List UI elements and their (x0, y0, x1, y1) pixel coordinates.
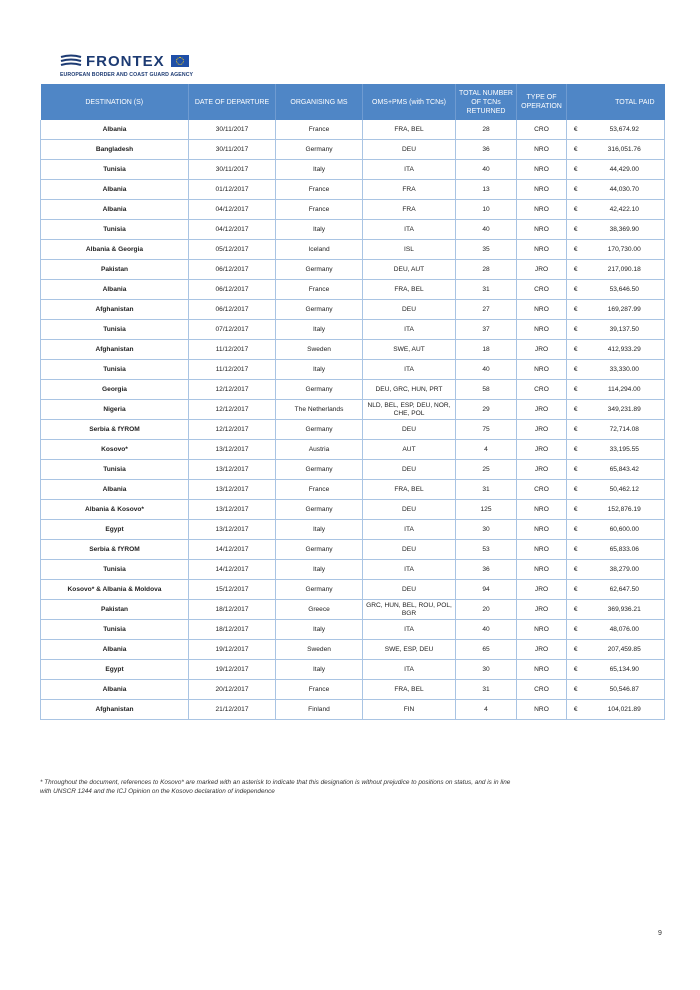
table-row (41, 620, 665, 640)
cell-oms: FRA (363, 200, 456, 220)
cell-organising-ms: Austria (276, 440, 363, 460)
table-row (41, 660, 665, 680)
cell-total-tcns: 36 (456, 560, 517, 580)
cell-amount: 169,287.99 (585, 300, 665, 320)
header-oms-pms: OMS+PMS (with TCNs) (363, 84, 456, 120)
cell-destination: Albania & Kosovo* (41, 500, 189, 520)
eu-flag-icon (171, 55, 189, 67)
cell-amount: 44,429.00 (585, 160, 665, 180)
cell-oms: ITA (363, 320, 456, 340)
cell-date: 12/12/2017 (189, 420, 276, 440)
cell-total-tcns: 40 (456, 160, 517, 180)
cell-oms: SWE, AUT (363, 340, 456, 360)
cell-oms: FIN (363, 700, 456, 720)
cell-currency: € (567, 580, 585, 600)
cell-date: 04/12/2017 (189, 200, 276, 220)
table-row (41, 200, 665, 220)
cell-organising-ms: Italy (276, 520, 363, 540)
cell-oms: DEU (363, 140, 456, 160)
cell-oms: ITA (363, 660, 456, 680)
cell-destination: Serbia & fYROM (41, 540, 189, 560)
cell-date: 06/12/2017 (189, 260, 276, 280)
table-row (41, 600, 665, 620)
cell-total-tcns: 27 (456, 300, 517, 320)
cell-currency: € (567, 500, 585, 520)
cell-currency: € (567, 680, 585, 700)
table-row (41, 400, 665, 420)
cell-total-tcns: 40 (456, 360, 517, 380)
cell-destination: Pakistan (41, 600, 189, 620)
table-row (41, 120, 665, 140)
cell-amount: 33,195.55 (585, 440, 665, 460)
cell-oms: FRA, BEL (363, 680, 456, 700)
cell-total-tcns: 30 (456, 520, 517, 540)
cell-amount: 38,279.00 (585, 560, 665, 580)
table-row (41, 700, 665, 720)
cell-oms: NLD, BEL, ESP, DEU, NOR, CHE, POL (363, 400, 456, 420)
cell-destination: Kosovo* & Albania & Moldova (41, 580, 189, 600)
cell-type: JRO (517, 400, 567, 420)
cell-type: NRO (517, 540, 567, 560)
logo-subtitle: EUROPEAN BORDER AND COAST GUARD AGENCY (60, 72, 194, 78)
cell-date: 12/12/2017 (189, 400, 276, 420)
cell-amount: 53,674.92 (585, 120, 665, 140)
table-row (41, 460, 665, 480)
cell-total-tcns: 37 (456, 320, 517, 340)
cell-destination: Albania (41, 120, 189, 140)
cell-type: JRO (517, 460, 567, 480)
cell-destination: Albania (41, 200, 189, 220)
cell-organising-ms: Italy (276, 160, 363, 180)
cell-organising-ms: Germany (276, 140, 363, 160)
cell-currency: € (567, 160, 585, 180)
cell-currency: € (567, 220, 585, 240)
cell-type: NRO (517, 240, 567, 260)
cell-date: 13/12/2017 (189, 520, 276, 540)
cell-destination: Egypt (41, 660, 189, 680)
cell-currency: € (567, 440, 585, 460)
cell-date: 15/12/2017 (189, 580, 276, 600)
cell-amount: 44,030.70 (585, 180, 665, 200)
cell-destination: Albania & Georgia (41, 240, 189, 260)
header-date-of-departure: DATE OF DEPARTURE (189, 84, 276, 120)
cell-oms: ISL (363, 240, 456, 260)
table-row (41, 260, 665, 280)
cell-total-tcns: 25 (456, 460, 517, 480)
cell-oms: DEU, AUT (363, 260, 456, 280)
cell-date: 13/12/2017 (189, 440, 276, 460)
cell-amount: 369,936.21 (585, 600, 665, 620)
cell-oms: AUT (363, 440, 456, 460)
cell-currency: € (567, 620, 585, 640)
cell-destination: Georgia (41, 380, 189, 400)
cell-type: CRO (517, 480, 567, 500)
cell-oms: DEU (363, 580, 456, 600)
cell-total-tcns: 94 (456, 580, 517, 600)
cell-organising-ms: Italy (276, 360, 363, 380)
cell-total-tcns: 31 (456, 280, 517, 300)
cell-currency: € (567, 520, 585, 540)
cell-date: 21/12/2017 (189, 700, 276, 720)
cell-total-tcns: 28 (456, 260, 517, 280)
header-total-paid: TOTAL PAID (567, 84, 665, 120)
cell-type: JRO (517, 580, 567, 600)
cell-total-tcns: 31 (456, 480, 517, 500)
cell-date: 19/12/2017 (189, 640, 276, 660)
cell-amount: 39,137.50 (585, 320, 665, 340)
cell-oms: FRA, BEL (363, 280, 456, 300)
table-row (41, 380, 665, 400)
cell-oms: ITA (363, 620, 456, 640)
cell-type: NRO (517, 620, 567, 640)
cell-type: NRO (517, 220, 567, 240)
cell-type: NRO (517, 660, 567, 680)
cell-type: NRO (517, 700, 567, 720)
cell-organising-ms: Italy (276, 660, 363, 680)
cell-organising-ms: Italy (276, 220, 363, 240)
cell-amount: 207,459.85 (585, 640, 665, 660)
cell-date: 14/12/2017 (189, 540, 276, 560)
cell-destination: Tunisia (41, 320, 189, 340)
cell-currency: € (567, 420, 585, 440)
cell-destination: Afghanistan (41, 300, 189, 320)
cell-currency: € (567, 140, 585, 160)
cell-type: NRO (517, 140, 567, 160)
table-row (41, 440, 665, 460)
cell-type: JRO (517, 440, 567, 460)
cell-amount: 33,330.00 (585, 360, 665, 380)
cell-organising-ms: France (276, 200, 363, 220)
cell-destination: Albania (41, 640, 189, 660)
cell-destination: Serbia & fYROM (41, 420, 189, 440)
cell-organising-ms: Iceland (276, 240, 363, 260)
cell-oms: FRA (363, 180, 456, 200)
cell-amount: 60,600.00 (585, 520, 665, 540)
return-operations-table (40, 84, 665, 720)
cell-total-tcns: 75 (456, 420, 517, 440)
cell-total-tcns: 31 (456, 680, 517, 700)
cell-destination: Tunisia (41, 460, 189, 480)
cell-organising-ms: France (276, 280, 363, 300)
cell-oms: GRC, HUN, BEL, ROU, POL, BGR (363, 600, 456, 620)
cell-currency: € (567, 640, 585, 660)
cell-type: NRO (517, 160, 567, 180)
table-row (41, 540, 665, 560)
cell-total-tcns: 18 (456, 340, 517, 360)
cell-date: 01/12/2017 (189, 180, 276, 200)
cell-total-tcns: 65 (456, 640, 517, 660)
cell-type: JRO (517, 600, 567, 620)
cell-currency: € (567, 540, 585, 560)
cell-currency: € (567, 260, 585, 280)
cell-type: CRO (517, 680, 567, 700)
cell-destination: Bangladesh (41, 140, 189, 160)
cell-total-tcns: 10 (456, 200, 517, 220)
cell-total-tcns: 20 (456, 600, 517, 620)
cell-destination: Albania (41, 680, 189, 700)
cell-currency: € (567, 320, 585, 340)
table-row (41, 300, 665, 320)
cell-amount: 104,021.89 (585, 700, 665, 720)
cell-currency: € (567, 560, 585, 580)
cell-type: NRO (517, 180, 567, 200)
cell-oms: DEU (363, 500, 456, 520)
cell-type: CRO (517, 120, 567, 140)
table-row (41, 480, 665, 500)
table-row (41, 580, 665, 600)
cell-amount: 170,730.00 (585, 240, 665, 260)
cell-organising-ms: Italy (276, 320, 363, 340)
cell-currency: € (567, 240, 585, 260)
cell-type: JRO (517, 340, 567, 360)
table-row (41, 680, 665, 700)
cell-total-tcns: 4 (456, 700, 517, 720)
cell-destination: Afghanistan (41, 340, 189, 360)
cell-date: 06/12/2017 (189, 300, 276, 320)
cell-organising-ms: Germany (276, 300, 363, 320)
cell-date: 11/12/2017 (189, 340, 276, 360)
header-total-tcns: TOTAL NUMBER OF TCNs RETURNED (456, 84, 517, 120)
cell-date: 13/12/2017 (189, 480, 276, 500)
cell-organising-ms: Sweden (276, 640, 363, 660)
cell-amount: 217,090.18 (585, 260, 665, 280)
cell-type: NRO (517, 320, 567, 340)
cell-amount: 50,546.87 (585, 680, 665, 700)
cell-organising-ms: Italy (276, 560, 363, 580)
cell-oms: FRA, BEL (363, 120, 456, 140)
cell-amount: 114,294.00 (585, 380, 665, 400)
cell-organising-ms: Germany (276, 420, 363, 440)
cell-date: 18/12/2017 (189, 600, 276, 620)
cell-type: NRO (517, 520, 567, 540)
cell-type: JRO (517, 640, 567, 660)
cell-oms: ITA (363, 520, 456, 540)
cell-currency: € (567, 480, 585, 500)
cell-amount: 316,051.76 (585, 140, 665, 160)
cell-organising-ms: Sweden (276, 340, 363, 360)
frontex-logo (60, 52, 193, 78)
cell-amount: 50,462.12 (585, 480, 665, 500)
cell-currency: € (567, 380, 585, 400)
cell-amount: 65,134.90 (585, 660, 665, 680)
cell-date: 13/12/2017 (189, 460, 276, 480)
cell-destination: Nigeria (41, 400, 189, 420)
cell-destination: Tunisia (41, 360, 189, 380)
cell-amount: 42,422.10 (585, 200, 665, 220)
cell-total-tcns: 29 (456, 400, 517, 420)
cell-type: NRO (517, 200, 567, 220)
cell-destination: Albania (41, 280, 189, 300)
table-row (41, 360, 665, 380)
table-row (41, 420, 665, 440)
cell-amount: 38,369.90 (585, 220, 665, 240)
cell-oms: SWE, ESP, DEU (363, 640, 456, 660)
cell-currency: € (567, 360, 585, 380)
cell-currency: € (567, 340, 585, 360)
cell-total-tcns: 13 (456, 180, 517, 200)
cell-organising-ms: The Netherlands (276, 400, 363, 420)
cell-organising-ms: Germany (276, 580, 363, 600)
cell-destination: Tunisia (41, 220, 189, 240)
table-body (41, 120, 665, 720)
cell-currency: € (567, 300, 585, 320)
cell-currency: € (567, 700, 585, 720)
cell-amount: 48,076.00 (585, 620, 665, 640)
table-row (41, 340, 665, 360)
cell-type: JRO (517, 420, 567, 440)
cell-currency: € (567, 400, 585, 420)
cell-destination: Pakistan (41, 260, 189, 280)
cell-currency: € (567, 180, 585, 200)
cell-date: 04/12/2017 (189, 220, 276, 240)
cell-currency: € (567, 200, 585, 220)
cell-total-tcns: 40 (456, 220, 517, 240)
table-row (41, 520, 665, 540)
cell-organising-ms: Greece (276, 600, 363, 620)
cell-date: 13/12/2017 (189, 500, 276, 520)
cell-date: 05/12/2017 (189, 240, 276, 260)
footnote: * Throughout the document, references to Kosovo* are marked with an asterisk to indicate that this designation is without prejudice to positions on status, and is in line with UNSCR 1244 and the ICJ Opinion on the Kosovo declaration of independence (40, 779, 511, 795)
cell-type: NRO (517, 560, 567, 580)
cell-currency: € (567, 660, 585, 680)
cell-organising-ms: Germany (276, 260, 363, 280)
cell-total-tcns: 35 (456, 240, 517, 260)
cell-destination: Kosovo* (41, 440, 189, 460)
cell-organising-ms: Germany (276, 380, 363, 400)
header-organising-ms: ORGANISING MS (276, 84, 363, 120)
cell-date: 20/12/2017 (189, 680, 276, 700)
cell-organising-ms: Finland (276, 700, 363, 720)
cell-currency: € (567, 120, 585, 140)
table-header-row (41, 84, 665, 120)
cell-date: 30/11/2017 (189, 140, 276, 160)
cell-amount: 65,843.42 (585, 460, 665, 480)
cell-destination: Tunisia (41, 560, 189, 580)
cell-destination: Afghanistan (41, 700, 189, 720)
header-destination: DESTINATION (S) (41, 84, 189, 120)
cell-date: 06/12/2017 (189, 280, 276, 300)
table-row (41, 140, 665, 160)
cell-oms: DEU (363, 540, 456, 560)
cell-date: 18/12/2017 (189, 620, 276, 640)
cell-type: CRO (517, 280, 567, 300)
cell-amount: 53,646.50 (585, 280, 665, 300)
cell-total-tcns: 30 (456, 660, 517, 680)
table-row (41, 560, 665, 580)
cell-destination: Tunisia (41, 620, 189, 640)
cell-date: 19/12/2017 (189, 660, 276, 680)
cell-date: 11/12/2017 (189, 360, 276, 380)
cell-oms: ITA (363, 360, 456, 380)
table-row (41, 240, 665, 260)
cell-organising-ms: France (276, 480, 363, 500)
cell-amount: 62,647.50 (585, 580, 665, 600)
cell-currency: € (567, 600, 585, 620)
cell-type: NRO (517, 500, 567, 520)
cell-oms: DEU (363, 460, 456, 480)
table-row (41, 280, 665, 300)
cell-destination: Albania (41, 480, 189, 500)
cell-date: 07/12/2017 (189, 320, 276, 340)
cell-organising-ms: France (276, 120, 363, 140)
cell-amount: 72,714.08 (585, 420, 665, 440)
cell-total-tcns: 53 (456, 540, 517, 560)
cell-total-tcns: 40 (456, 620, 517, 640)
cell-destination: Egypt (41, 520, 189, 540)
cell-total-tcns: 4 (456, 440, 517, 460)
cell-date: 30/11/2017 (189, 120, 276, 140)
cell-amount: 412,933.29 (585, 340, 665, 360)
table-row (41, 320, 665, 340)
cell-organising-ms: Germany (276, 500, 363, 520)
cell-oms: DEU (363, 300, 456, 320)
cell-type: NRO (517, 300, 567, 320)
page-number: 9 (658, 930, 662, 937)
table-row (41, 220, 665, 240)
cell-type: CRO (517, 380, 567, 400)
cell-organising-ms: France (276, 680, 363, 700)
cell-type: NRO (517, 360, 567, 380)
cell-destination: Tunisia (41, 160, 189, 180)
cell-total-tcns: 58 (456, 380, 517, 400)
logo-name: FRONTEX (86, 52, 165, 70)
cell-organising-ms: Germany (276, 460, 363, 480)
cell-amount: 65,833.06 (585, 540, 665, 560)
cell-date: 14/12/2017 (189, 560, 276, 580)
table-row (41, 640, 665, 660)
cell-amount: 349,231.89 (585, 400, 665, 420)
cell-oms: DEU, GRC, HUN, PRT (363, 380, 456, 400)
cell-type: JRO (517, 260, 567, 280)
cell-total-tcns: 28 (456, 120, 517, 140)
cell-organising-ms: Italy (276, 620, 363, 640)
cell-date: 30/11/2017 (189, 160, 276, 180)
cell-amount: 152,876.19 (585, 500, 665, 520)
cell-organising-ms: Germany (276, 540, 363, 560)
cell-total-tcns: 125 (456, 500, 517, 520)
cell-oms: ITA (363, 220, 456, 240)
cell-oms: FRA, BEL (363, 480, 456, 500)
frontex-waves-icon (60, 54, 82, 68)
cell-oms: DEU (363, 420, 456, 440)
table-row (41, 180, 665, 200)
cell-currency: € (567, 460, 585, 480)
table-row (41, 500, 665, 520)
cell-oms: ITA (363, 560, 456, 580)
cell-destination: Albania (41, 180, 189, 200)
table-row (41, 160, 665, 180)
cell-organising-ms: France (276, 180, 363, 200)
header-type-of-operation: TYPE OF OPERATION (517, 84, 567, 120)
cell-date: 12/12/2017 (189, 380, 276, 400)
cell-oms: ITA (363, 160, 456, 180)
cell-currency: € (567, 280, 585, 300)
cell-total-tcns: 36 (456, 140, 517, 160)
